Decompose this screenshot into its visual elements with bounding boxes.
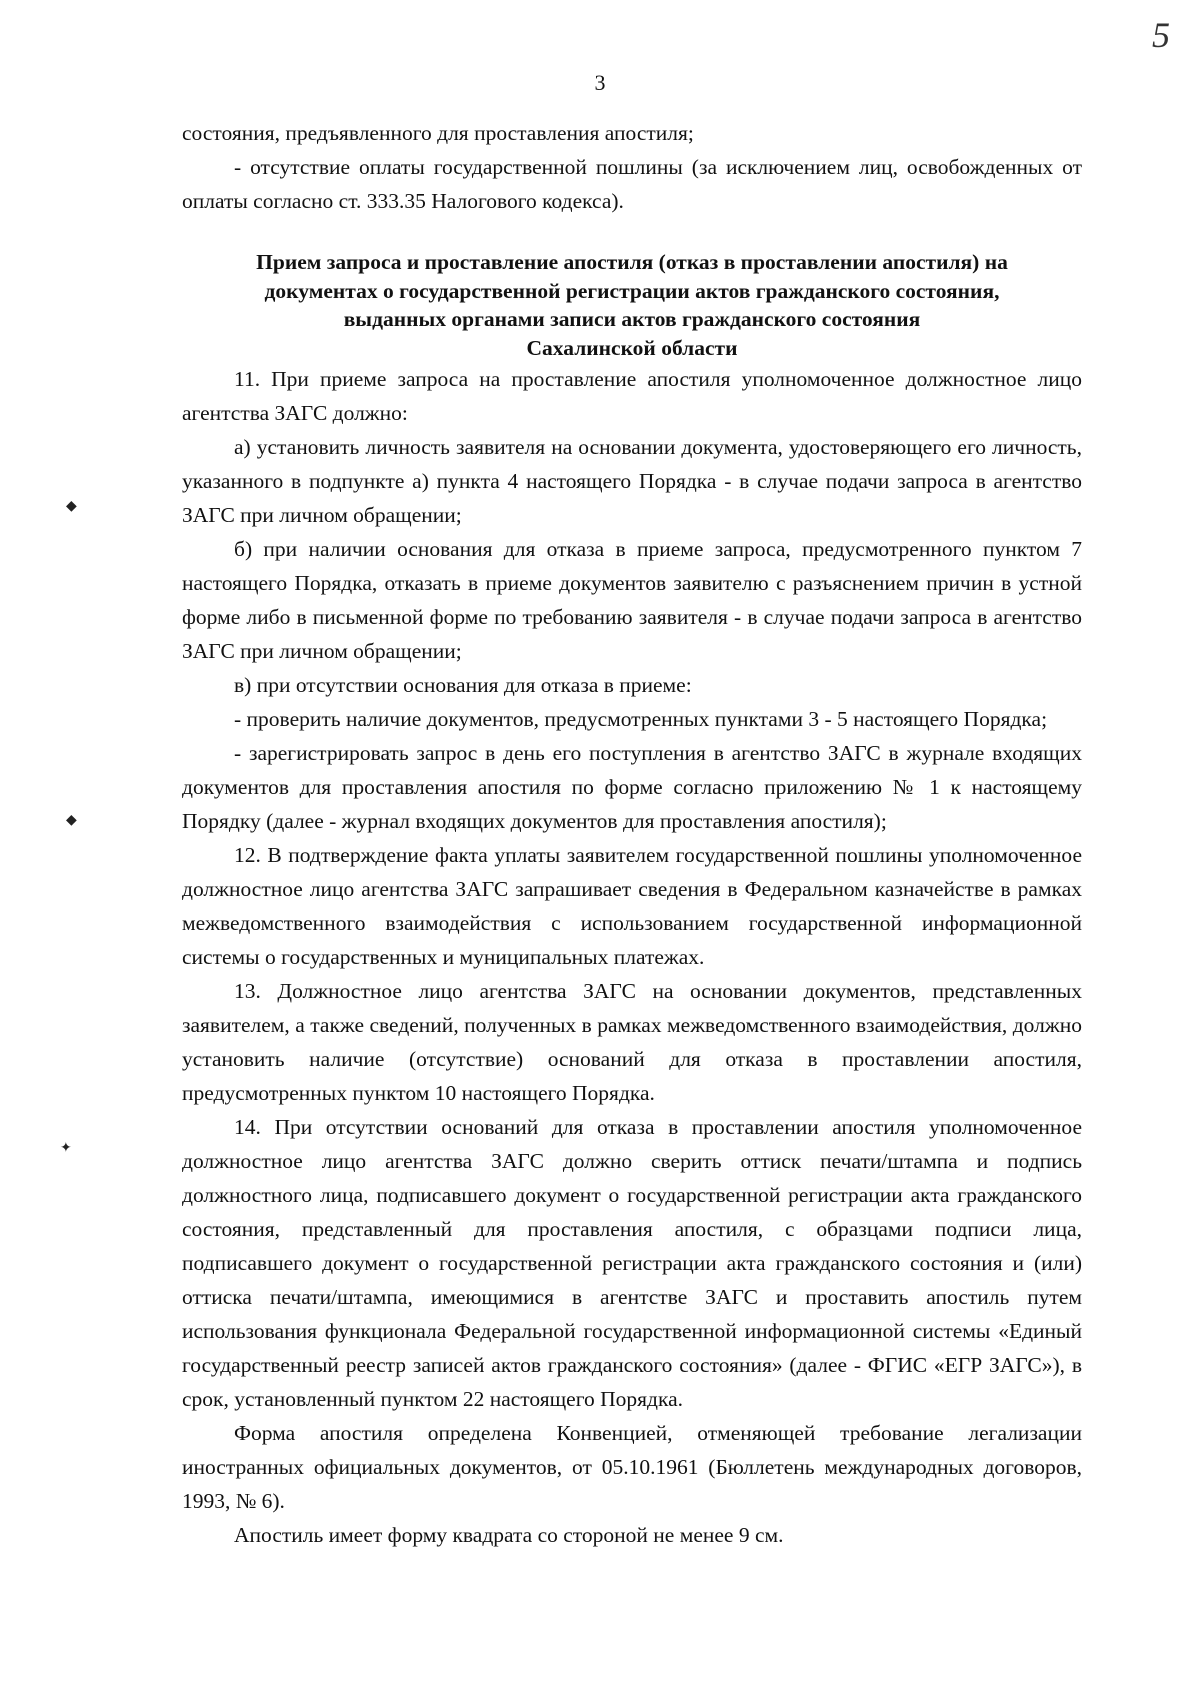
paragraph-continuation: состояния, предъявленного для проставления апостиля; — [182, 121, 694, 145]
paragraph-11-a: а) установить личность заявителя на основании документа, удостоверяющего его личность, указанного в подпункте а) пункта 4 настоящего Порядка - в случае подачи запроса в агентство ЗАГС при личном обращении; — [182, 435, 1082, 527]
heading-line: Сахалинской области — [526, 335, 738, 360]
paragraph-11: 11. При приеме запроса на проставление апостиля уполномоченное должностное лицо агентства ЗАГС должно: — [182, 367, 1082, 425]
section-heading — [182, 248, 1082, 362]
document-body — [182, 116, 1082, 1552]
page-number: 3 — [594, 70, 606, 95]
paragraph-11-v-register: - зарегистрировать запрос в день его поступления в агентство ЗАГС в журнале входящих документов для проставления апостиля по форме согласно приложению № 1 к настоящему Порядку (далее - журнал входящих документов для проставления апостиля); — [182, 741, 1082, 833]
paragraph-apostille-size: Апостиль имеет форму квадрата со стороной не менее 9 см. — [234, 1523, 784, 1547]
scan-mark: ✦ — [60, 1141, 72, 1156]
scan-mark: ◆ — [66, 813, 77, 828]
heading-line: Прием запроса и проставление апостиля (отказ в проставлении апостиля) на — [256, 250, 1008, 274]
paragraph-apostille-form: Форма апостиля определена Конвенцией, отменяющей требование легализации иностранных официальных документов, от 05.10.1961 (Бюллетень международных договоров, 1993, № 6). — [182, 1421, 1082, 1513]
handwritten-sheet-number: 5 — [1152, 15, 1170, 55]
paragraph-11-b: б) при наличии основания для отказа в приеме запроса, предусмотренного пунктом 7 настоящего Порядка, отказать в приеме документов заявителю с разъяснением причин в устной форме либо в письменной форме по требованию заявителя - в случае подачи запроса в агентство ЗАГС при личном обращении; — [182, 537, 1082, 663]
heading-line: выданных органами записи актов гражданского состояния — [343, 307, 921, 331]
paragraph-fee-absence: - отсутствие оплаты государственной пошлины (за исключением лиц, освобожденных от оплаты согласно ст. 333.35 Налогового кодекса). — [182, 155, 1082, 213]
paragraph-12: 12. В подтверждение факта уплаты заявителем государственной пошлины уполномоченное должностное лицо агентства ЗАГС запрашивает сведения в Федеральном казначействе в рамках межведомственного взаимодействия с использованием государственной информационной системы о государственных и муниципальных платежах. — [182, 843, 1082, 969]
heading-line: документах о государственной регистрации актов гражданского состояния, — [264, 278, 1000, 303]
scan-mark: ◆ — [66, 499, 77, 514]
paragraph-13: 13. Должностное лицо агентства ЗАГС на основании документов, представленных заявителем, а также сведений, полученных в рамках межведомственного взаимодействия, должно установить наличие (отсутствие) оснований для отказа в проставлении апостиля, предусмотренных пунктом 10 настоящего Порядка. — [182, 979, 1082, 1105]
paragraph-14: 14. При отсутствии оснований для отказа в проставлении апостиля уполномоченное должностное лицо агентства ЗАГС должно сверить оттиск печати/штампа и подпись должностного лица, подписавшего документ о государственной регистрации акта гражданского состояния, представленный для проставления апостиля, с образцами подписи лица, подписавшего документ о государственной регистрации акта гражданского состояния и (или) оттиска печати/штампа, имеющимися в агентстве ЗАГС и проставить апостиль путем использования функционала Федеральной государственной информационной системы «Единый государственный реестр записей актов гражданского состояния» (далее - ФГИС «ЕГР ЗАГС»), в срок, установленный пунктом 22 настоящего Порядка. — [182, 1115, 1082, 1411]
paragraph-11-v-check: - проверить наличие документов, предусмотренных пунктами 3 - 5 настоящего Порядка; — [234, 707, 1048, 731]
paragraph-11-v: в) при отсутствии основания для отказа в приеме: — [234, 673, 692, 697]
